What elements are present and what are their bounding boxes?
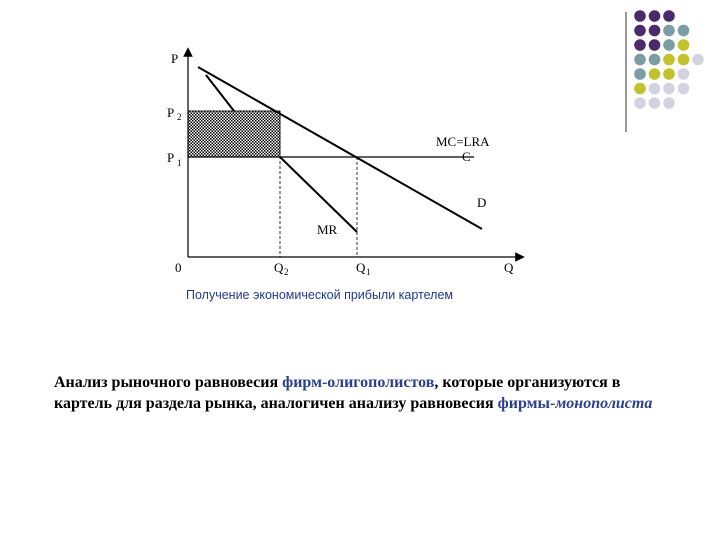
q1-label: Q: [356, 260, 366, 275]
body-paragraph: [54, 372, 654, 414]
origin-label: 0: [175, 260, 182, 275]
p1-label: P: [167, 150, 175, 165]
mc-lrac-label-line2: C: [462, 149, 471, 164]
q2-label: Q: [274, 260, 284, 275]
p2-label: P: [167, 105, 175, 120]
quantity-axis-label: Q: [504, 260, 514, 275]
mc-lrac-label-line1: MC=LRA: [436, 134, 490, 149]
monopolist-term: монополиста: [555, 395, 653, 412]
oligopolist-term: фирм-олигополистов: [282, 374, 435, 391]
profit-area: [188, 111, 280, 157]
q2-label-subscript: 2: [284, 267, 289, 277]
body-text-part: , которые организуются в картель для раздела рынка, аналогичен анализу равновесия: [54, 374, 621, 412]
p2-label-subscript: 2: [177, 112, 182, 122]
diagram-caption: Получение экономической прибыли картелем: [186, 288, 454, 302]
firm-term: фирмы-: [497, 395, 556, 412]
marginal-revenue-curve-lower: [280, 157, 357, 232]
q1-label-subscript: 1: [366, 267, 371, 277]
mr-label: MR: [317, 222, 338, 237]
body-text-part: Анализ рыночного равновесия: [54, 374, 283, 391]
price-axis-label: P: [171, 51, 179, 66]
p1-label-subscript: 1: [177, 158, 182, 168]
demand-label: D: [477, 195, 487, 210]
